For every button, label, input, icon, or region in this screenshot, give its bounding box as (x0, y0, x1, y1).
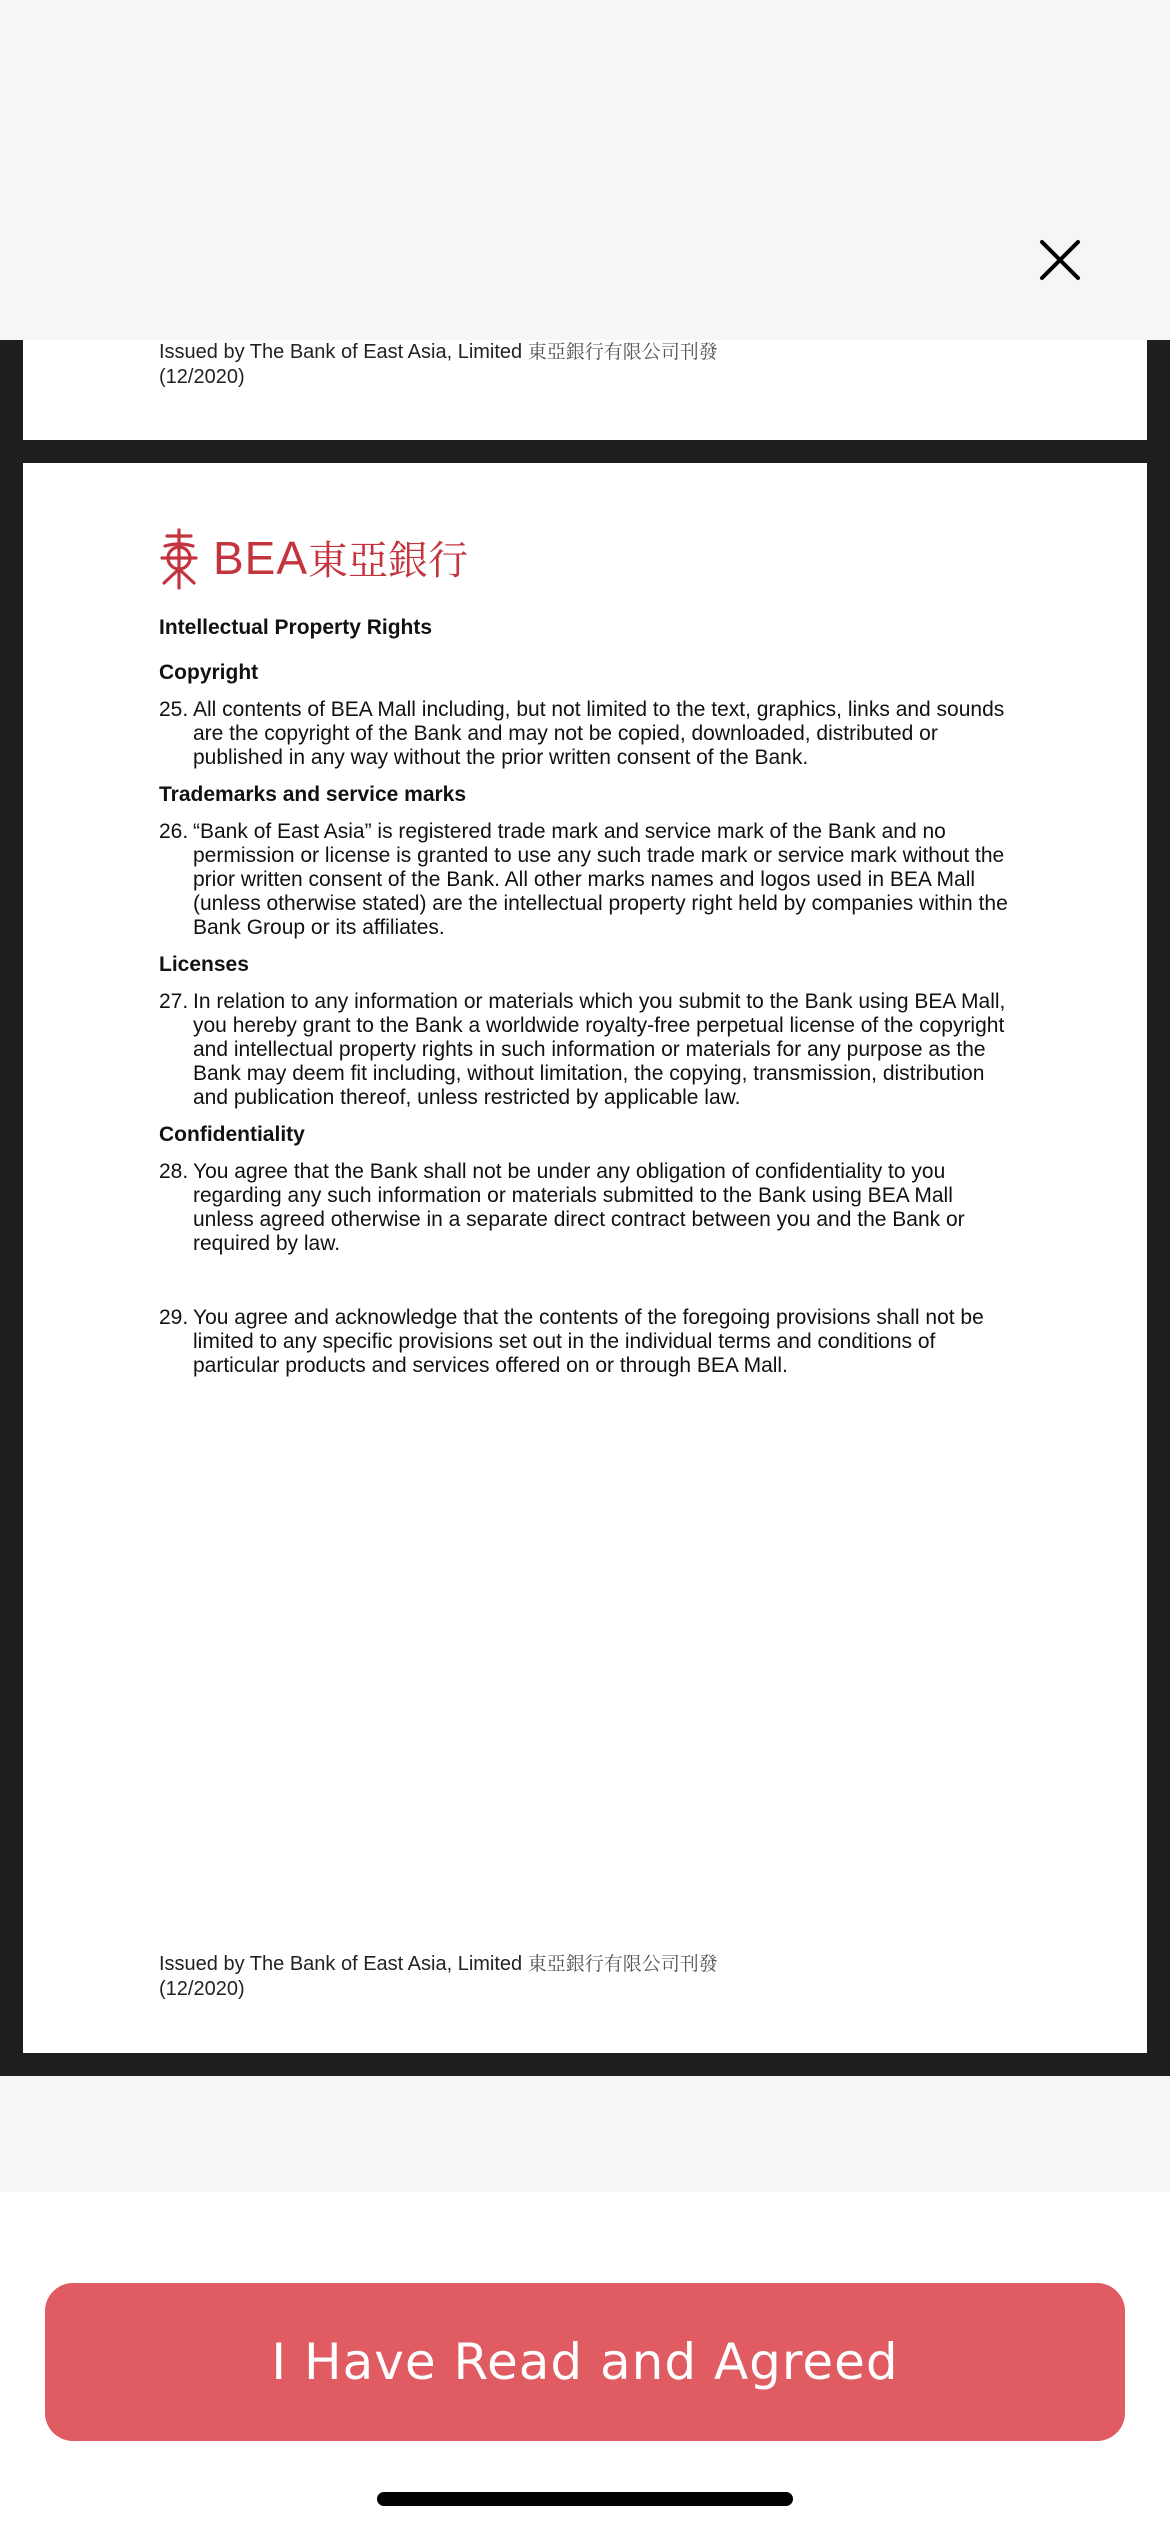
clause-25 (159, 698, 1039, 770)
clause-27 (159, 990, 1039, 1110)
clause-line: “Bank of East Asia” is registered trade mark and service mark of the Bank and no (193, 820, 946, 843)
home-indicator[interactable] (377, 2492, 793, 2506)
doc-title: Intellectual Property Rights (159, 616, 433, 639)
clause-line: Bank Group or its affiliates. (193, 916, 445, 939)
section-heading-licenses: Licenses (159, 953, 249, 976)
clause-line: required by law. (193, 1232, 341, 1255)
pdf-page-2 (23, 463, 1147, 2053)
clause-text (193, 698, 1039, 770)
agree-button[interactable]: I Have Read and Agreed (45, 2283, 1125, 2441)
page1-footer (159, 340, 718, 390)
pdf-viewer[interactable] (0, 340, 1170, 2076)
top-bar (0, 0, 1170, 340)
footer-issuer-cjk: 東亞銀行有限公司刊發 (527, 1953, 718, 1975)
clause-number: 27. (159, 990, 189, 1013)
clause-line: are the copyright of the Bank and may not be copied, downloaded, distributed or (193, 722, 938, 745)
clause-text (193, 820, 1039, 940)
clause-28 (159, 1160, 1039, 1256)
logo-bea-text: BEA (213, 531, 309, 584)
clause-line: and publication thereof, unless restricted by applicable law. (193, 1086, 741, 1109)
section-heading-trademarks: Trademarks and service marks (159, 783, 467, 806)
clause-line: prior written consent of the Bank. All other marks names and logos used in BEA Mall (193, 868, 976, 891)
clause-line: Bank may deem fit including, without limitation, the copying, transmission, distribution (193, 1062, 985, 1085)
clause-line: unless agreed otherwise in a separate direct contract between you and the Bank or (193, 1208, 965, 1231)
clause-line: You agree that the Bank shall not be under any obligation of confidentiality to you (193, 1160, 946, 1183)
clause-line: regarding any such information or materials submitted to the Bank using BEA Mall (193, 1184, 953, 1207)
footer-issuer-cjk: 東亞銀行有限公司刊發 (527, 341, 718, 363)
close-button[interactable] (1032, 232, 1088, 288)
clause-text (193, 990, 1039, 1110)
logo-cjk-text: 東亞銀行 (308, 537, 469, 584)
clause-line: particular products and services offered on or through BEA Mall. (193, 1354, 788, 1377)
logo-wordmark (213, 526, 468, 593)
clause-line: (unless otherwise stated) are the intellectual property right held by companies within the (193, 892, 1008, 915)
viewer-bottom-area (0, 2076, 1170, 2192)
document-body (159, 613, 1039, 1378)
clause-text (193, 1160, 1039, 1256)
footer-issuer: Issued by The Bank of East Asia, Limited (159, 1953, 528, 1975)
clause-line: published in any way without the prior written consent of the Bank. (193, 746, 809, 769)
section-heading-confidentiality: Confidentiality (159, 1123, 305, 1146)
pdf-page-1 (23, 340, 1147, 440)
clause-line: You agree and acknowledge that the contents of the foregoing provisions shall not be (193, 1306, 984, 1329)
page2-footer (159, 1952, 718, 2002)
clause-number: 25. (159, 698, 189, 721)
footer-date: (12/2020) (159, 1978, 245, 2000)
clause-29 (159, 1306, 1039, 1378)
clause-number: 29. (159, 1306, 189, 1329)
clause-text (193, 1306, 1039, 1378)
clause-line: permission or license is granted to use any such trade mark or service mark without the (193, 844, 1005, 867)
bea-emblem-icon (159, 528, 199, 590)
section-heading-copyright: Copyright (159, 661, 259, 684)
footer-issuer: Issued by The Bank of East Asia, Limited (159, 341, 528, 363)
close-x-icon (1032, 232, 1088, 288)
bea-logo (159, 527, 468, 591)
clause-line: In relation to any information or materials which you submit to the Bank using BEA Mall, (193, 990, 1006, 1013)
clause-number: 28. (159, 1160, 189, 1183)
clause-line: limited to any specific provisions set out in the individual terms and conditions of (193, 1330, 936, 1353)
clause-line: and intellectual property rights in such information or materials for any purpose as the (193, 1038, 986, 1061)
footer-date: (12/2020) (159, 366, 245, 388)
clause-line: All contents of BEA Mall including, but not limited to the text, graphics, links and sounds (193, 698, 1005, 721)
clause-line: you hereby grant to the Bank a worldwide royalty-free perpetual license of the copyright (193, 1014, 1005, 1037)
clause-26 (159, 820, 1039, 940)
clause-number: 26. (159, 820, 189, 843)
